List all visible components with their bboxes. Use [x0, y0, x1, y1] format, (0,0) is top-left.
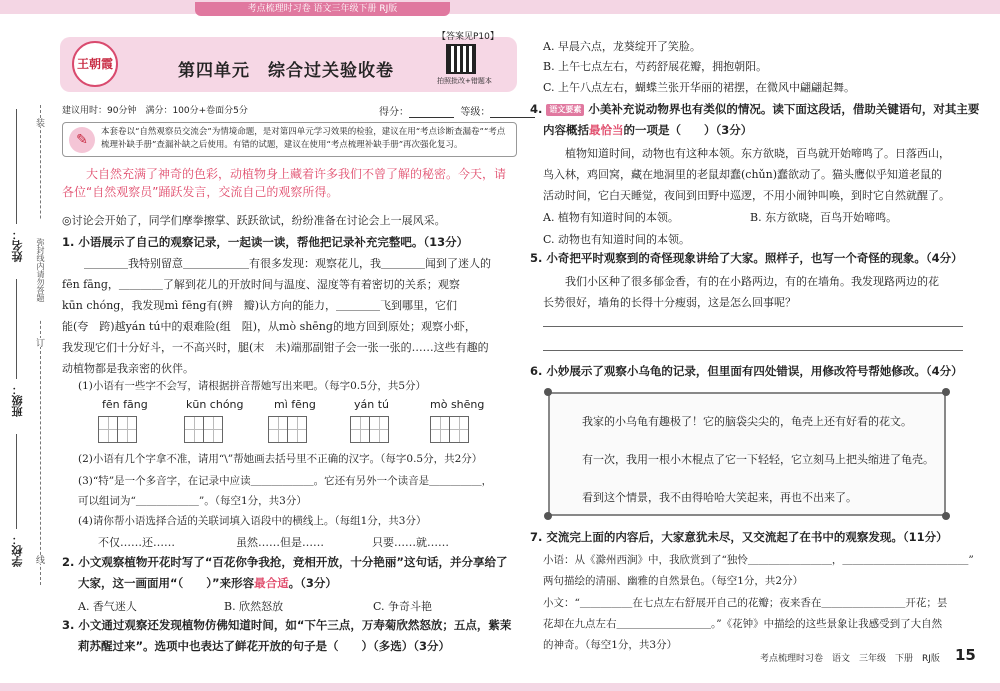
xiaowen-line-end: 的神奇。（每空1分，共3分） [543, 639, 678, 651]
record-line[interactable]: 看到这个情景，我不由得哈哈大笑起来，再也不出来了。 [560, 491, 857, 504]
school-label: 学校： [11, 534, 24, 567]
xiaoyu-line[interactable]: 小语：从《滁州西涧》中，我欣赏到了“独怜＿＿＿＿＿＿＿＿，＿＿＿＿＿＿＿＿＿＿＿＿” [543, 554, 974, 566]
score-field[interactable] [409, 108, 454, 118]
passage-line: 鸟入林，鸡回窝，藏在地洞里的老鼠却蠢(chǔn)蠢欲动了。猫头鹰似乎知道老鼠的 [543, 168, 942, 181]
cut-mark: 装 [34, 118, 44, 127]
question-4-passage [543, 143, 963, 206]
writing-grid[interactable] [268, 416, 306, 443]
corner-dot [544, 388, 552, 396]
option-c[interactable]: C. 动物也有知道时间的本领。 [543, 233, 691, 246]
xiaowen-line[interactable]: 小文：“＿＿＿＿＿在七点左右舒展开自己的花瓣；夜来香在＿＿＿＿＿＿＿＿开花；昙 [543, 597, 948, 609]
emphasis-text: 最合适 [254, 576, 289, 590]
bulb-icon: ✎ [69, 127, 95, 153]
writing-grid[interactable] [350, 416, 388, 443]
writing-grid[interactable] [184, 416, 222, 443]
pinyin-label: fēn fāng [102, 398, 148, 411]
question-1-sub-3-cont: 可以组词为“＿＿＿＿＿＿”。（每空1分，共3分） [78, 495, 307, 507]
conjunction-pair: 只要……就…… [372, 536, 449, 549]
passage-line: 能(夸 跨)越yán tú中的艰难险(组 阻)，从mò shēng的地方回到原处；观察小虾， [62, 320, 476, 333]
record-line[interactable]: 我家的小乌龟有趣极了！它的脑袋尖尖的，龟壳上还有好看的花文。 [560, 415, 912, 428]
score-area [379, 103, 535, 118]
page-title: 第四单元 综合过关验收卷 [178, 61, 394, 81]
usage-notice [62, 122, 517, 157]
class-line [16, 279, 17, 379]
cut-mark: 线 [34, 555, 44, 564]
option-a[interactable]: A. 香气迷人 [78, 600, 137, 613]
question-5-title: 5. 小奇把平时观察到的奇怪现象讲给了大家。照样子，也写一个奇怪的现象。（4分） [530, 251, 963, 265]
page-number: 15 [955, 646, 976, 664]
passage-line: 植物知道时间，动物也有这种本领。东方欲晓，百鸟就开始啼鸣了。日落西山， [543, 147, 950, 160]
pinyin-label: yán tú [354, 398, 390, 411]
name-line [16, 109, 17, 224]
question-7-title: 7. 交流完上面的内容后，大家意犹未尽，又交流起了在书中的观察发现。（11分） [530, 530, 948, 544]
passage-line: kūn chóng，我发现mì fēng有(辨 瓣)认方向的能力，＿＿＿＿飞到哪里，它们 [62, 299, 458, 312]
qr-caption: 拍照批改+错题本 [437, 77, 492, 85]
pinyin-label: kūn chóng [186, 398, 244, 411]
question-4-title: 4. 语文要素 小美补充说动物界也有类似的情况。读下面这段话，借助关键语句，对其主要 [530, 102, 980, 116]
qr-code-icon[interactable] [446, 44, 476, 74]
class-label: 班级： [11, 384, 24, 417]
question-1-sub-1: (1)小语有一些字不会写，请根据拼音帮她写出来吧。（每字0.5分，共5分） [78, 380, 427, 392]
school-line [16, 434, 17, 529]
xiaowen-line-cont[interactable]: 花却在九点左右＿＿＿＿＿＿＿＿＿。”《花钟》中描绘的这些景象让我感受到了大自然 [543, 618, 943, 630]
top-border [0, 0, 1000, 14]
cut-mark: 订 [34, 338, 44, 347]
option-c[interactable]: C. 争奇斗艳 [373, 600, 433, 613]
answer-line[interactable] [543, 326, 963, 327]
bottom-border [0, 683, 1000, 691]
emphasis-text: 最恰当 [589, 123, 624, 137]
binding-margin [0, 14, 50, 683]
notice-text: 本套卷以“自然观察员交流会”为情境命题，是对第四单元学习效果的检验，建议在用“考点诊断查漏卷”“考点梳理补缺手册”查漏补缺之后使用。有错的试题，建议在使用“考点梳理补缺手册”再次强化复习。 [101, 127, 506, 150]
grade-field[interactable] [490, 108, 535, 118]
grade-label: 等级： [460, 107, 491, 118]
conjunction-pair: 虽然……但是…… [236, 536, 324, 549]
passage-line: 我发现它们十分好斗，一不高兴时，腿(末 未)端那副钳子会一张一张的……这些有趣的 [62, 341, 489, 354]
pinyin-label: mò shēng [430, 398, 485, 411]
pinyin-label: mì fēng [274, 398, 316, 411]
question-3-title-cont: 莉苏醒过来”。选项中也表达了鲜花开放的句子是（ ）（多选）（3分） [78, 639, 451, 653]
question-1-sub-4: (4)请你帮小语选择合适的关联词填入语段中的横线上。（每组1分，共3分） [78, 515, 427, 527]
question-1-passage [62, 253, 517, 379]
score-label: 得分： [379, 107, 409, 118]
question-5-example [543, 271, 963, 313]
corner-dot [942, 512, 950, 520]
exam-info: 建议用时：90分钟 满分：100分+卷面分5分 [62, 106, 248, 116]
observation-record-box [548, 392, 946, 516]
question-1-title: 1. 小语展示了自己的观察记录，一起读一读，帮他把记录补充完整吧。（13分） [62, 235, 469, 249]
question-4-title-cont: 内容概括最恰当的一项是（ ）（3分） [543, 123, 753, 137]
question-1-sub-2: (2)小语有几个字拿不准，请用“\”帮她画去括号里不正确的汉字。（每字0.5分，共2分） [78, 453, 483, 465]
corner-dot [942, 388, 950, 396]
xiaoyu-line-cont: 两句描绘的清丽、幽雅的自然景色。（每空1分，共2分） [543, 575, 804, 587]
passage-line: ＿＿＿＿我特别留意＿＿＿＿＿＿有很多发现：观察花儿，我＿＿＿＿闻到了迷人的 [62, 257, 491, 270]
option-a[interactable]: A. 早晨六点，龙葵绽开了笑脸。 [543, 40, 701, 53]
record-line[interactable]: 有一次，我用一根小木棍点了它一下轻轻，它立刻马上把头缩进了龟壳。 [560, 453, 934, 466]
page-footer: 考点梳理时习卷 语文 三年级 下册 RJ版 [760, 654, 940, 664]
brand-logo: 王朝霞 [72, 41, 118, 87]
discussion-lead: ◎讨论会开始了，同学们摩拳擦掌、跃跃欲试，纷纷准备在讨论会上一展风采。 [62, 214, 446, 227]
option-c[interactable]: C. 上午八点左右，蝴蝶兰张开华丽的裙摆，在微风中翩翩起舞。 [543, 81, 856, 94]
writing-grid[interactable] [98, 416, 136, 443]
passage-line: 活动时间，它白天睡觉，夜间到田野中巡逻，不用小闹钟叫唤，到时它自然就醒了。 [543, 189, 950, 202]
question-2-title: 2. 小文观察植物开花时写了“百花你争我抢，竞相开放，十分艳丽”这句话，并分享给了 [62, 555, 508, 569]
answer-reference: 【答案见P10】 [437, 32, 499, 42]
question-3-title: 3. 小文通过观察还发现植物仿佛知道时间，如“下午三点，万寿菊欣然怒放；五点，紫茉 [62, 618, 512, 632]
language-element-tag: 语文要素 [546, 104, 584, 116]
seal-text: 弥封线内请勿答题 [34, 220, 46, 320]
series-banner: 考点梳理时习卷 语文三年级下册 RJ版 [195, 2, 450, 16]
passage-line: 我们小区种了很多郁金香，有的在小路两边，有的在墙角。我发现路两边的花 [543, 275, 939, 288]
passage-line: 动植物都是我亲密的伙伴。 [62, 362, 194, 375]
passage-line: 长势很好，墙角的长得十分瘦弱，这是怎么回事呢？ [543, 296, 796, 309]
question-2-title-cont: 大家，这一画面用“（ ）”来形容最合适。（3分） [78, 576, 337, 590]
question-6-title: 6. 小妙展示了观察小乌龟的记录，但里面有四处错误，用修改符号帮她修改。（4分） [530, 364, 963, 378]
corner-dot [544, 512, 552, 520]
option-b[interactable]: B. 东方欲晓，百鸟开始啼鸣。 [750, 211, 898, 224]
passage-line: fēn fāng，＿＿＿＿了解到花儿的开放时间与温度、湿度等有着密切的关系；观察 [62, 278, 460, 291]
writing-grid[interactable] [430, 416, 468, 443]
question-1-sub-3: (3)“特”是一个多音字，在记录中应读＿＿＿＿＿＿。它还有另外一个读音是＿＿＿＿＿， [78, 475, 493, 487]
scenario-intro: 大自然充满了神奇的色彩，动植物身上藏着许多我们不曾了解的秘密。今天，请各位“自然观察员”踊跃发言，交流自己的观察所得。 [62, 167, 507, 199]
option-b[interactable]: B. 欣然怒放 [224, 600, 284, 613]
option-b[interactable]: B. 上午七点左右，芍药舒展花瓣，拥抱朝阳。 [543, 60, 768, 73]
conjunction-pair: 不仅……还…… [98, 536, 175, 549]
name-label: 姓名： [11, 229, 24, 262]
answer-line[interactable] [543, 350, 963, 351]
option-a[interactable]: A. 植物有知道时间的本领。 [543, 211, 679, 224]
